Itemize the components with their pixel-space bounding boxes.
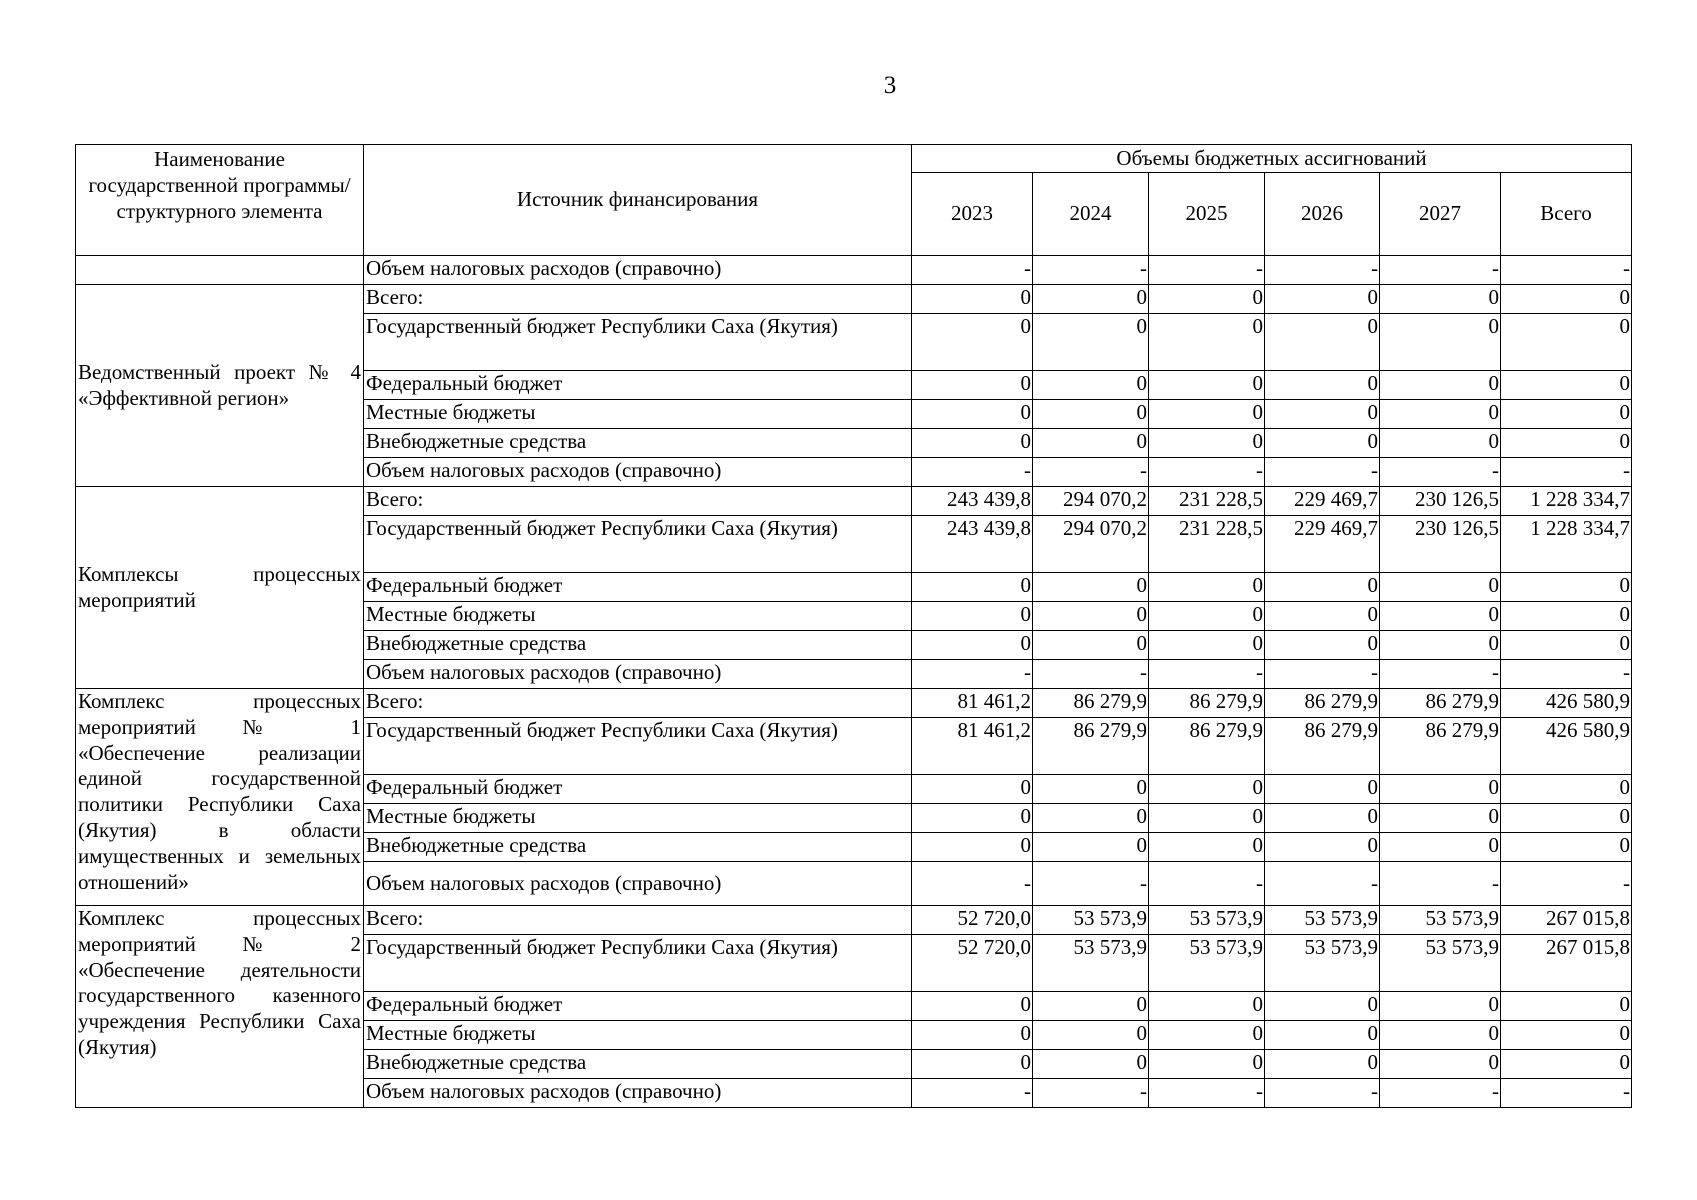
value-cell: 86 279,9 [1149, 718, 1265, 775]
value-cell: 0 [912, 400, 1033, 429]
source-cell: Федеральный бюджет [364, 573, 912, 602]
table-row [76, 689, 1632, 718]
source-cell: Государственный бюджет Республики Саха (Якутия) [364, 516, 912, 573]
source-cell: Объем налоговых расходов (справочно) [364, 458, 912, 487]
header-year-2024: 2024 [1033, 173, 1149, 256]
value-cell: 0 [912, 775, 1033, 804]
value-cell: 0 [912, 371, 1033, 400]
value-cell: 0 [1501, 400, 1632, 429]
value-cell: - [1501, 458, 1632, 487]
value-cell: - [912, 862, 1033, 906]
value-cell: 0 [1033, 400, 1149, 429]
value-cell: 0 [1149, 400, 1265, 429]
value-cell: 0 [912, 833, 1033, 862]
value-cell: 0 [1501, 573, 1632, 602]
value-cell: 231 228,5 [1149, 487, 1265, 516]
value-cell: - [1265, 862, 1380, 906]
value-cell: - [1380, 660, 1501, 689]
value-cell: - [1265, 256, 1380, 285]
value-cell: 0 [1380, 833, 1501, 862]
value-cell: 0 [1265, 1050, 1380, 1079]
header-source-column: Источник финансирования [364, 145, 912, 256]
value-cell: - [1501, 862, 1632, 906]
source-cell: Всего: [364, 487, 912, 516]
value-cell: 0 [1149, 631, 1265, 660]
value-cell: 0 [912, 602, 1033, 631]
value-cell: 267 015,8 [1501, 906, 1632, 935]
header-volumes: Объемы бюджетных ассигнований [912, 145, 1632, 173]
value-cell: 0 [1265, 1021, 1380, 1050]
value-cell: 0 [1149, 833, 1265, 862]
source-cell: Государственный бюджет Республики Саха (Якутия) [364, 314, 912, 371]
value-cell: - [912, 1079, 1033, 1108]
value-cell: 1 228 334,7 [1501, 516, 1632, 573]
source-cell: Местные бюджеты [364, 804, 912, 833]
value-cell: - [1501, 660, 1632, 689]
value-cell: 0 [1149, 602, 1265, 631]
source-cell: Государственный бюджет Республики Саха (Якутия) [364, 935, 912, 992]
value-cell: - [1380, 458, 1501, 487]
value-cell: 0 [1501, 429, 1632, 458]
value-cell: 0 [1033, 631, 1149, 660]
value-cell: 0 [1265, 804, 1380, 833]
value-cell: 294 070,2 [1033, 487, 1149, 516]
value-cell: 0 [1033, 602, 1149, 631]
header-name-column: Наименование государственной программы/ структурного элемента [76, 145, 364, 256]
value-cell: 0 [1149, 371, 1265, 400]
value-cell: 426 580,9 [1501, 689, 1632, 718]
value-cell: 53 573,9 [1265, 906, 1380, 935]
value-cell: - [1149, 862, 1265, 906]
value-cell: 0 [1149, 992, 1265, 1021]
value-cell: - [1033, 1079, 1149, 1108]
header-year-2025: 2025 [1149, 173, 1265, 256]
value-cell: 0 [912, 631, 1033, 660]
value-cell: 86 279,9 [1149, 689, 1265, 718]
value-cell: 86 279,9 [1033, 718, 1149, 775]
value-cell: - [1380, 1079, 1501, 1108]
value-cell: 0 [1265, 285, 1380, 314]
value-cell: 81 461,2 [912, 689, 1033, 718]
source-cell: Всего: [364, 689, 912, 718]
value-cell: 0 [1149, 573, 1265, 602]
table-row [76, 256, 1632, 285]
value-cell: 0 [1501, 1021, 1632, 1050]
group-name-cell: Комплексы процессных мероприятий [76, 487, 364, 689]
value-cell: 230 126,5 [1380, 487, 1501, 516]
value-cell: 0 [1033, 285, 1149, 314]
value-cell: 294 070,2 [1033, 516, 1149, 573]
value-cell: 0 [1380, 992, 1501, 1021]
source-cell: Местные бюджеты [364, 400, 912, 429]
value-cell: 0 [1265, 573, 1380, 602]
value-cell: - [1033, 660, 1149, 689]
source-cell: Объем налоговых расходов (справочно) [364, 862, 912, 906]
value-cell: 53 573,9 [1380, 935, 1501, 992]
value-cell: - [1380, 256, 1501, 285]
value-cell: 0 [1265, 371, 1380, 400]
value-cell: 0 [1149, 804, 1265, 833]
value-cell: 86 279,9 [1265, 718, 1380, 775]
value-cell: 0 [1380, 400, 1501, 429]
value-cell: - [1501, 1079, 1632, 1108]
source-cell: Объем налоговых расходов (справочно) [364, 660, 912, 689]
value-cell: - [1149, 660, 1265, 689]
value-cell: 52 720,0 [912, 935, 1033, 992]
value-cell: 229 469,7 [1265, 487, 1380, 516]
value-cell: - [1149, 458, 1265, 487]
value-cell: 0 [912, 314, 1033, 371]
value-cell: - [1265, 660, 1380, 689]
value-cell: - [1033, 862, 1149, 906]
value-cell: 86 279,9 [1033, 689, 1149, 718]
value-cell: 243 439,8 [912, 516, 1033, 573]
header-year-2027: 2027 [1380, 173, 1501, 256]
value-cell: 0 [1501, 314, 1632, 371]
value-cell: 0 [1149, 775, 1265, 804]
header-year-2023: 2023 [912, 173, 1033, 256]
page-number: 3 [883, 72, 897, 99]
value-cell: 53 573,9 [1380, 906, 1501, 935]
value-cell: 0 [1380, 1021, 1501, 1050]
value-cell: 0 [1265, 314, 1380, 371]
value-cell: 0 [1501, 992, 1632, 1021]
group-name-cell: Комплекс процессных мероприятий № 2 «Обеспечение деятельности государственного казенного учреждения Республики Саха (Якутия) [76, 906, 364, 1108]
value-cell: 0 [1380, 1050, 1501, 1079]
source-cell: Федеральный бюджет [364, 371, 912, 400]
value-cell: 0 [1149, 285, 1265, 314]
header-total: Всего [1501, 173, 1632, 256]
value-cell: 0 [1265, 631, 1380, 660]
group-name-cell: Комплекс процессных мероприятий № 1 «Обеспечение реализации единой государственной политики Республики Саха (Якутия) в области имущественных и земельных отношений» [76, 689, 364, 906]
value-cell: 0 [1501, 804, 1632, 833]
value-cell: 229 469,7 [1265, 516, 1380, 573]
value-cell: 0 [912, 804, 1033, 833]
group-name-cell: Ведомственный проект № 4 «Эффективной регион» [76, 285, 364, 487]
value-cell: 230 126,5 [1380, 516, 1501, 573]
value-cell: 0 [1033, 833, 1149, 862]
value-cell: - [1033, 256, 1149, 285]
value-cell: 0 [1501, 602, 1632, 631]
value-cell: 1 228 334,7 [1501, 487, 1632, 516]
value-cell: 0 [1265, 775, 1380, 804]
source-cell: Федеральный бюджет [364, 992, 912, 1021]
budget-table [75, 144, 1632, 1108]
value-cell: 0 [1033, 314, 1149, 371]
source-cell: Федеральный бюджет [364, 775, 912, 804]
value-cell: 86 279,9 [1380, 718, 1501, 775]
value-cell: 231 228,5 [1149, 516, 1265, 573]
value-cell: - [1380, 862, 1501, 906]
source-cell: Всего: [364, 285, 912, 314]
value-cell: - [1149, 256, 1265, 285]
value-cell: 0 [1380, 573, 1501, 602]
value-cell: 0 [912, 429, 1033, 458]
value-cell: 0 [1149, 1021, 1265, 1050]
value-cell: 86 279,9 [1265, 689, 1380, 718]
value-cell: 0 [1033, 804, 1149, 833]
value-cell: 0 [1265, 992, 1380, 1021]
value-cell: 53 573,9 [1033, 935, 1149, 992]
header-year-2026: 2026 [1265, 173, 1380, 256]
source-cell: Местные бюджеты [364, 1021, 912, 1050]
value-cell: 0 [1380, 804, 1501, 833]
value-cell: - [1501, 256, 1632, 285]
table-row [76, 285, 1632, 314]
value-cell: 0 [1380, 285, 1501, 314]
value-cell: 53 573,9 [1149, 935, 1265, 992]
value-cell: 0 [1033, 1021, 1149, 1050]
value-cell: 0 [1380, 314, 1501, 371]
value-cell: 53 573,9 [1149, 906, 1265, 935]
value-cell: 0 [1380, 631, 1501, 660]
value-cell: 53 573,9 [1033, 906, 1149, 935]
value-cell: 0 [1265, 400, 1380, 429]
source-cell: Внебюджетные средства [364, 833, 912, 862]
value-cell: 0 [1380, 371, 1501, 400]
value-cell: 0 [1033, 429, 1149, 458]
value-cell: 0 [1033, 371, 1149, 400]
table-row [76, 906, 1632, 935]
value-cell: 0 [1501, 1050, 1632, 1079]
value-cell: - [912, 256, 1033, 285]
value-cell: 52 720,0 [912, 906, 1033, 935]
value-cell: 0 [1501, 371, 1632, 400]
value-cell: 0 [912, 1021, 1033, 1050]
value-cell: 0 [1033, 573, 1149, 602]
name-cell [76, 256, 364, 285]
value-cell: 53 573,9 [1265, 935, 1380, 992]
value-cell: 0 [1149, 314, 1265, 371]
value-cell: 0 [1033, 1050, 1149, 1079]
value-cell: 0 [1501, 775, 1632, 804]
source-cell: Государственный бюджет Республики Саха (Якутия) [364, 718, 912, 775]
value-cell: 0 [1149, 1050, 1265, 1079]
value-cell: 0 [912, 573, 1033, 602]
value-cell: 0 [1265, 429, 1380, 458]
value-cell: 0 [1265, 602, 1380, 631]
value-cell: - [1033, 458, 1149, 487]
table-row [76, 487, 1632, 516]
value-cell: 0 [912, 1050, 1033, 1079]
value-cell: 81 461,2 [912, 718, 1033, 775]
value-cell: 0 [1501, 833, 1632, 862]
value-cell: 0 [1380, 429, 1501, 458]
value-cell: 267 015,8 [1501, 935, 1632, 992]
value-cell: 0 [1033, 775, 1149, 804]
value-cell: - [1265, 458, 1380, 487]
value-cell: - [912, 458, 1033, 487]
source-cell: Внебюджетные средства [364, 429, 912, 458]
value-cell: 243 439,8 [912, 487, 1033, 516]
value-cell: 0 [1149, 429, 1265, 458]
source-cell: Внебюджетные средства [364, 1050, 912, 1079]
value-cell: - [1149, 1079, 1265, 1108]
source-cell: Объем налоговых расходов (справочно) [364, 1079, 912, 1108]
source-cell: Внебюджетные средства [364, 631, 912, 660]
value-cell: 0 [1380, 602, 1501, 631]
source-cell: Местные бюджеты [364, 602, 912, 631]
value-cell: 0 [1501, 631, 1632, 660]
value-cell: 86 279,9 [1380, 689, 1501, 718]
value-cell: - [1265, 1079, 1380, 1108]
value-cell: 0 [912, 285, 1033, 314]
value-cell: 0 [912, 992, 1033, 1021]
value-cell: 426 580,9 [1501, 718, 1632, 775]
value-cell: 0 [1501, 285, 1632, 314]
value-cell: 0 [1265, 833, 1380, 862]
value-cell: - [912, 660, 1033, 689]
source-cell: Объем налоговых расходов (справочно) [364, 256, 912, 285]
source-cell: Всего: [364, 906, 912, 935]
value-cell: 0 [1380, 775, 1501, 804]
value-cell: 0 [1033, 992, 1149, 1021]
